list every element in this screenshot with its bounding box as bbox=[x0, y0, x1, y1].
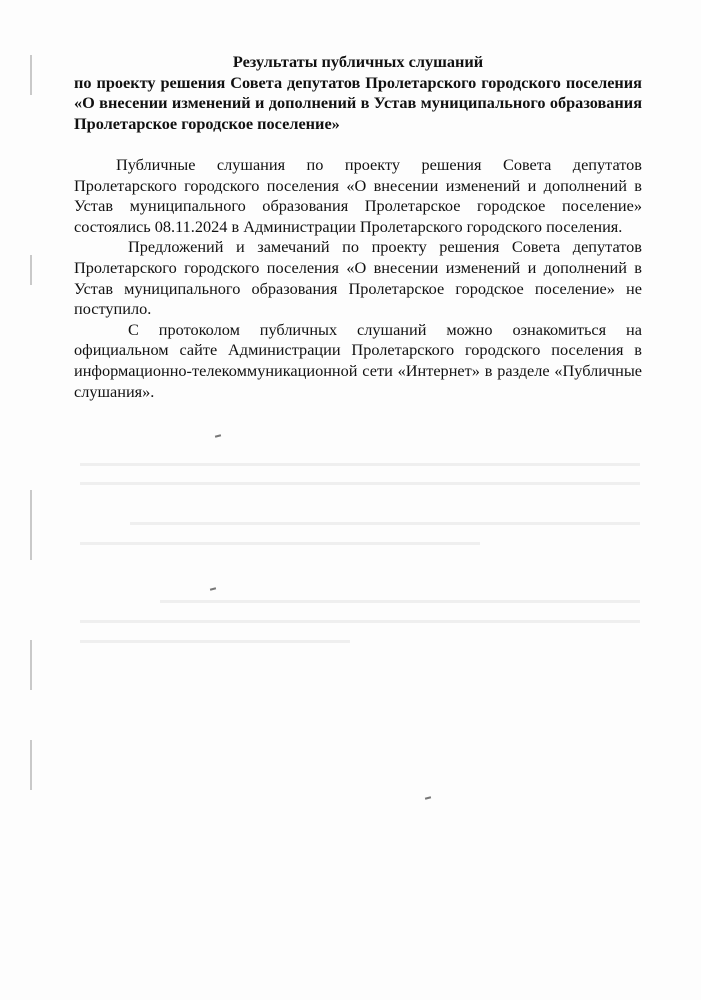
paragraph-protocol-info: С протоколом публичных слушаний можно ознакомиться на официальном сайте Администрации Пролетарского городского поселения в информационно-телекоммуникационной сети «Интернет» в разделе «Публичные слушания». bbox=[74, 319, 642, 401]
scan-edge-mark bbox=[30, 255, 32, 285]
document-body bbox=[74, 155, 642, 402]
scan-speck bbox=[210, 587, 216, 590]
scan-speck bbox=[425, 796, 431, 799]
paragraph-no-proposals: Предложений и замечаний по проекту решения Совета депутатов Пролетарского городского поселения «О внесении изменений и дополнений в Устав муниципального образования Пролетарское городское поселение» не поступило. bbox=[74, 237, 642, 319]
scan-edge-mark bbox=[30, 640, 32, 690]
scan-edge-mark bbox=[30, 490, 32, 560]
scan-speck bbox=[215, 434, 221, 437]
scan-edge-mark bbox=[30, 740, 32, 790]
bleed-through-line bbox=[80, 542, 480, 545]
bleed-through-line bbox=[160, 600, 640, 603]
bleed-through-line bbox=[80, 620, 640, 623]
bleed-through-line bbox=[80, 463, 640, 466]
bleed-through-line bbox=[130, 522, 640, 525]
bleed-through-line bbox=[80, 640, 350, 643]
bleed-through-line bbox=[80, 482, 640, 485]
document-heading bbox=[74, 52, 642, 134]
scan-edge-mark bbox=[30, 55, 32, 95]
paragraph-hearings-held: Публичные слушания по проекту решения Совета депутатов Пролетарского городского поселения «О внесении изменений и дополнений в Устав муниципального образования Пролетарское городское поселение» состоялись 08.11.2024 в Администрации Пролетарского городского поселения. bbox=[74, 155, 642, 236]
document-subtitle: по проекту решения Совета депутатов Пролетарского городского поселения «О внесении изменений и дополнений в Устав муниципального образования Пролетарское городское поселение» bbox=[74, 72, 642, 133]
document-title: Результаты публичных слушаний bbox=[232, 52, 484, 71]
